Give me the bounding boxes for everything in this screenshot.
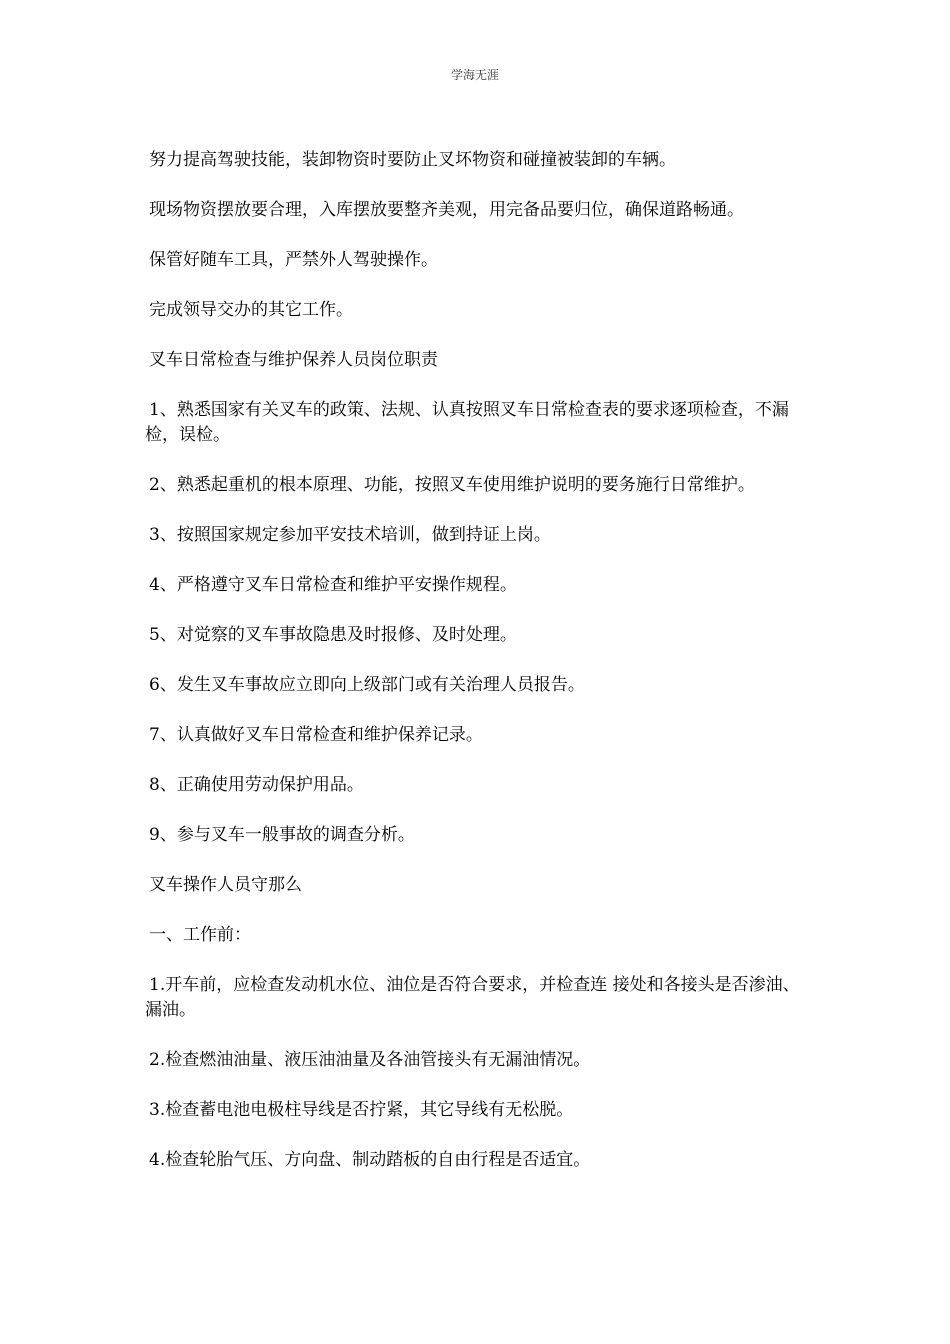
list-item: 4、严格遵守叉车日常检查和维护平安操作规程。 [149,575,517,595]
list-item: 4.检查轮胎气压、方向盘、制动踏板的自由行程是否适宜。 [149,1150,591,1170]
list-item: 8、正确使用劳动保护用品。 [149,775,364,795]
list-item: 3.检查蓄电池电极柱导线是否拧紧，其它导线有无松脱。 [149,1100,574,1120]
paragraph: 现场物资摆放要合理，入库摆放要整齐美观，用完备品要归位，确保道路畅通。 [149,200,744,220]
list-item: 2.检查燃油油量、液压油油量及各油管接头有无漏油情况。 [149,1050,591,1070]
paragraph: 完成领导交办的其它工作。 [149,300,353,320]
list-item: 2、熟悉起重机的根本原理、功能，按照叉车使用维护说明的要务施行日常维护。 [149,475,755,495]
list-item: 7、认真做好叉车日常检查和维护保养记录。 [149,725,483,745]
list-item: 9、参与叉车一般事故的调查分析。 [149,825,415,845]
list-item: 3、按照国家规定参加平安技术培训，做到持证上岗。 [149,525,551,545]
document-body [145,148,807,1198]
paragraph: 保管好随车工具，严禁外人驾驶操作。 [149,250,438,270]
list-item: 1、熟悉国家有关叉车的政策、法规、认真按照叉车日常检查表的要求逐项检查，不漏检，误检。 [145,400,789,445]
subsection-heading: 一、工作前： [149,925,251,945]
list-item: 5、对觉察的叉车事故隐患及时报修、及时处理。 [149,625,517,645]
list-item: 1.开车前，应检查发动机水位、油位是否符合要求，并检查连 接处和各接头是否渗油、漏油。 [145,975,800,1020]
page-header: 学海无涯 [450,68,499,82]
section-heading: 叉车操作人员守那么 [149,875,302,895]
section-heading: 叉车日常检查与维护保养人员岗位职责 [149,350,438,370]
list-item: 6、发生叉车事故应立即向上级部门或有关治理人员报告。 [149,675,585,695]
paragraph: 努力提高驾驶技能，装卸物资时要防止叉坏物资和碰撞被装卸的车辆。 [149,150,676,170]
